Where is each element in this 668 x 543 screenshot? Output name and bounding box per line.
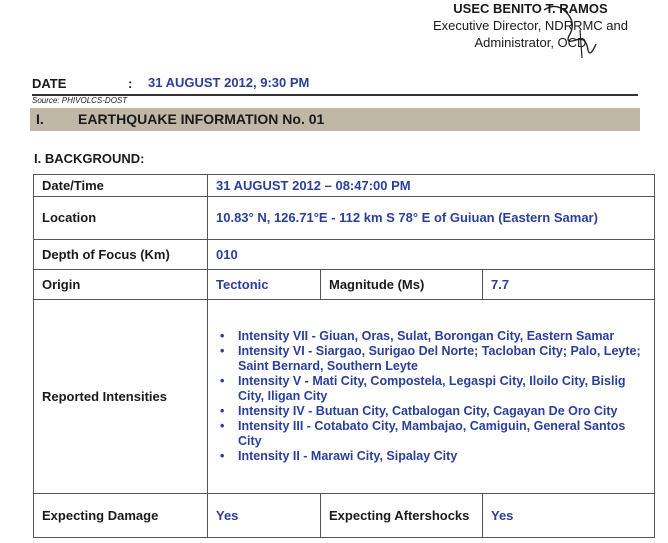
- list-item: • Intensity IV - Butuan City, Catbalogan City, Cagayan De Oro City: [216, 404, 646, 419]
- location-value: 10.83° N, 126.71°E - 112 km S 78° E of Guiuan (Eastern Samar): [208, 197, 655, 239]
- depth-label: Depth of Focus (Km): [34, 239, 208, 269]
- datetime-label: Date/Time: [34, 175, 208, 197]
- list-item: • Intensity V - Mati City, Compostela, Legaspi City, Iloilo City, Bislig City, Iligan City: [216, 374, 646, 404]
- section-banner: [30, 108, 640, 131]
- signatory-title-line1: Executive Director, NDRRMC and: [432, 18, 628, 33]
- origin-label: Origin: [34, 269, 208, 299]
- intensities-cell: [208, 300, 655, 494]
- signatory-title-line2: Administrator, OCD: [474, 35, 587, 50]
- origin-value: Tectonic: [208, 269, 321, 299]
- magnitude-label: Magnitude (Ms): [321, 269, 483, 299]
- date-label: DATE: [32, 76, 67, 91]
- background-title: I. BACKGROUND:: [34, 151, 145, 166]
- table-row: [34, 300, 655, 494]
- list-item: • Intensity VI - Siargao, Surigao Del Norte; Tacloban City; Palo, Leyte; Saint Bernard, Southern Leyte: [216, 344, 646, 374]
- intensities-label: Reported Intensities: [34, 300, 208, 494]
- list-item: • Intensity II - Marawi City, Sipalay City: [216, 449, 646, 464]
- damage-value: Yes: [208, 493, 321, 537]
- table-row: [34, 239, 655, 269]
- table-row: [34, 175, 655, 197]
- damage-label: Expecting Damage: [34, 493, 208, 537]
- aftershocks-label: Expecting Aftershocks: [321, 493, 483, 537]
- table-row: [34, 197, 655, 239]
- table-row: [34, 269, 655, 299]
- source-note: Source: PHIVOLCS-DOST: [32, 96, 128, 105]
- list-item: • Intensity VII - Giuan, Oras, Sulat, Borongan City, Eastern Samar: [216, 329, 646, 344]
- depth-value: 010: [208, 239, 655, 269]
- datetime-value: 31 AUGUST 2012 – 08:47:00 PM: [208, 175, 655, 197]
- signatory-name: USEC BENITO T. RAMOS: [453, 1, 608, 16]
- table-row: [34, 493, 655, 537]
- aftershocks-value: Yes: [483, 493, 655, 537]
- earthquake-info-table: [33, 174, 655, 538]
- banner-title: EARTHQUAKE INFORMATION No. 01: [78, 111, 325, 127]
- banner-number: I.: [36, 111, 44, 127]
- magnitude-value: 7.7: [483, 269, 655, 299]
- signatory-block: [433, 0, 628, 51]
- date-colon: :: [128, 76, 133, 91]
- date-line: [32, 76, 638, 96]
- intensity-list: [216, 329, 646, 464]
- list-item: • Intensity III - Cotabato City, Mambajao, Camiguin, General Santos City: [216, 419, 646, 449]
- location-label: Location: [34, 197, 208, 239]
- date-value: 31 AUGUST 2012, 9:30 PM: [148, 75, 310, 90]
